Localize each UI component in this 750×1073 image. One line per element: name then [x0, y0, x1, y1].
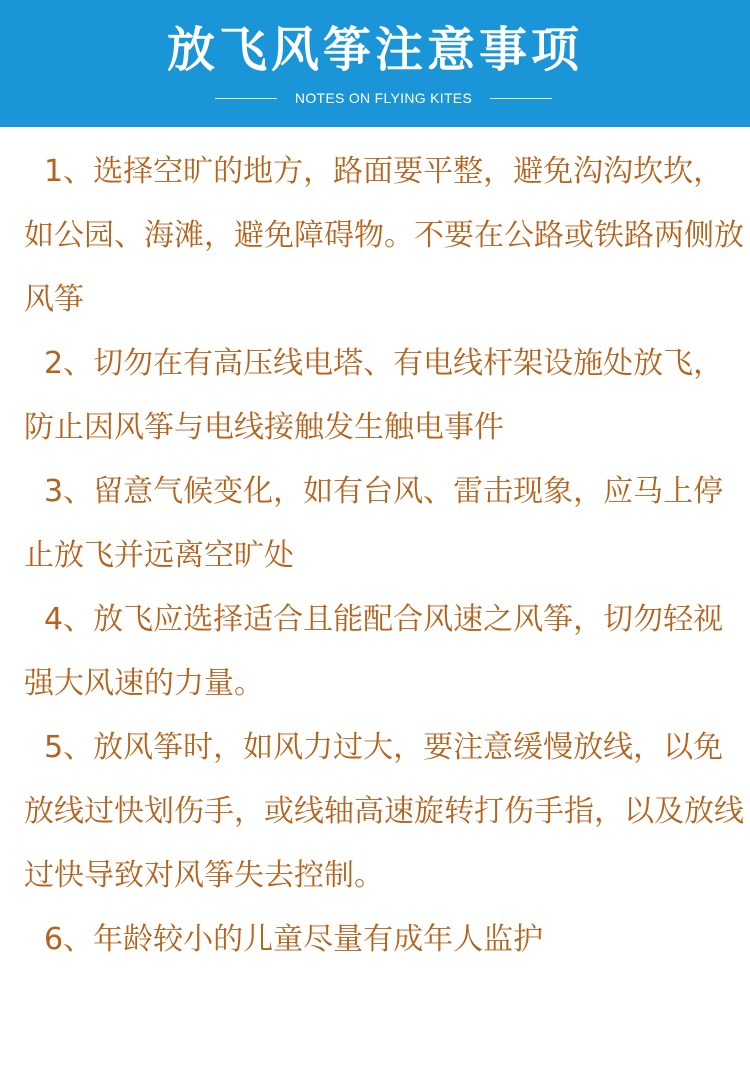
note-item-5	[24, 716, 744, 908]
subtitle-row	[0, 88, 750, 108]
note-number: 2、	[44, 346, 94, 381]
note-number: 1、	[44, 154, 94, 189]
note-text: 选择空旷的地方，路面要平整，避免沟沟坎坎，如公园、海滩，避免障碍物。不要在公路或铁路两侧放风筝	[24, 154, 744, 317]
note-text: 留意气候变化，如有台风、雷击现象，应马上停止放飞并远离空旷处	[24, 474, 724, 573]
page-subtitle: NOTES ON FLYING KITES	[294, 90, 473, 106]
subtitle-rule-left	[215, 98, 277, 99]
note-item-4	[24, 588, 744, 716]
note-text: 放风筝时，如风力过大，要注意缓慢放线，以免放线过快划伤手，或线轴高速旋转打伤手指，以及放线过快导致对风筝失去控制。	[24, 730, 744, 893]
note-text: 年龄较小的儿童尽量有成年人监护	[93, 922, 544, 957]
subtitle-rule-right	[490, 98, 552, 99]
note-number: 5、	[44, 730, 94, 765]
note-text: 切勿在有高压线电塔、有电线杆架设施处放飞，防止因风筝与电线接触发生触电事件	[24, 346, 724, 445]
note-item-2	[24, 332, 744, 460]
notes-list	[24, 140, 744, 972]
note-text: 放飞应选择适合且能配合风速之风筝，切勿轻视强大风速的力量。	[24, 602, 724, 701]
note-item-6	[24, 908, 744, 972]
note-item-3	[24, 460, 744, 588]
header-banner	[0, 0, 750, 127]
note-number: 4、	[44, 602, 94, 637]
note-item-1	[24, 140, 744, 332]
note-number: 6、	[44, 922, 94, 957]
note-number: 3、	[44, 474, 94, 509]
page-title: 放飞风筝注意事项	[166, 22, 583, 78]
